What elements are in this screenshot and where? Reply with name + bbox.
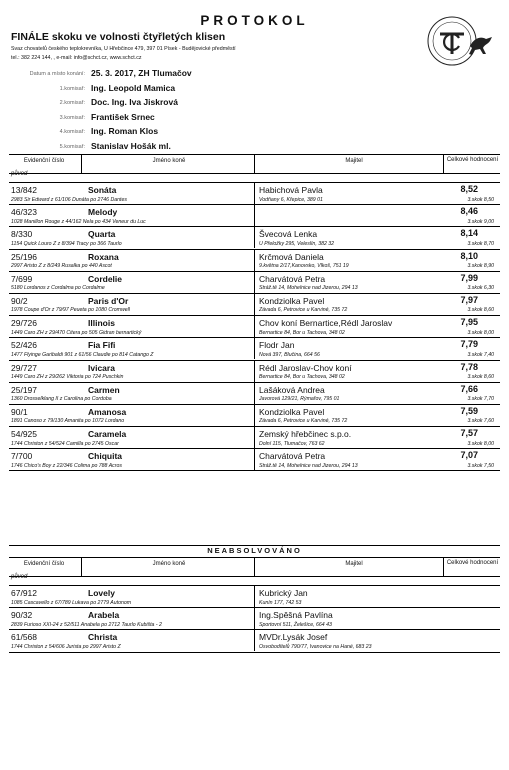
column-name: Jméno koně [152,158,186,164]
commission-label: 5.komisař: [59,143,85,150]
owner-name: Krčmová Daniela [259,251,324,262]
total-score: 7,79 [460,339,478,350]
event-subtitle: FINÁLE skoku ve volnosti čtyřletých klisen [11,31,226,43]
evidence-number: 8/330 [11,229,33,240]
owner-name: Charvátová Petra [259,273,326,284]
owner-address: Stráž.tě 14, Mohelnice nad Jizerou, 294 13 [259,462,358,469]
commission-row [0,83,509,97]
owner-name: Ing.Spěšná Pavlína [259,610,333,621]
evidence-number: 13/842 [11,185,37,195]
owner-name: Lašáková Andrea [259,384,325,395]
column-owner: Majitel [345,561,363,567]
total-score: 8,14 [460,228,478,239]
evidence-number: 90/2 [11,295,28,306]
results-table [9,154,500,471]
table-row [9,183,500,205]
evidence-number: 67/912 [11,588,37,598]
commission-row [0,126,509,140]
commission-row [0,141,509,155]
column-origin: původ [11,171,28,177]
commission-row [0,112,509,126]
commission-value: František Srnec [91,111,155,122]
commission-label: 3.komisař: [59,114,85,121]
table-row [9,405,500,427]
owner-address: Osvobodítelů 790/77, Ivanovice na Hané, 683 23 [259,643,372,650]
jump-score: 3.skok 8,50 [467,196,494,203]
horse-name: Christa [88,632,118,643]
table-row [9,449,500,471]
owner-address: Javorová 129/21, Rýmařov, 795 01 [259,396,340,403]
owner-name: Flodr Jan [259,340,295,351]
horse-name: Carmen [88,384,120,395]
evidence-number: 7/699 [11,273,33,284]
owner-name: MVDr.Lysák Josef [259,632,328,643]
column-evidence: Evidenční číslo [23,561,65,567]
commission-value: 25. 3. 2017, ZH Tlumačov [91,68,192,78]
column-name: Jméno koně [152,561,186,567]
owner-address: Nová 397, Blučina, 664 56 [259,351,320,358]
evidence-number: 52/426 [11,340,37,351]
pedigree: 1477 Flyinge Garibaldi 901 z 61/56 Claudie po 814 Catango Z [11,351,154,358]
owner-address: Dolní 115, Tlumačov, 763 62 [259,440,325,447]
table-row [9,630,500,652]
evidence-number: 25/197 [11,384,37,395]
total-score: 7,59 [460,405,478,416]
column-total: Celkové hodnocení [446,157,499,163]
evidence-number: 29/726 [11,318,37,329]
owner-address: U Přeložky 295, Veleslín, 382 32 [259,240,335,247]
owner-name: Habichová Pavla [259,185,323,195]
evidence-number: 7/700 [11,451,33,462]
jump-score: 3.skok 8,60 [467,307,494,314]
horse-name: Cordelie [88,273,123,284]
column-total: Celkové hodnocení [446,560,499,566]
table-row [9,586,500,608]
table-row [9,608,500,630]
owner-name: Kubrický Jan [259,588,308,598]
page-title: PROTOKOL [200,13,309,28]
commission-label: 4.komisař: [59,129,85,135]
pedigree: 1978 Coupe d'Or z 79/97 Peueta po 1080 Cromwell [11,307,130,314]
owner-address: Stráž.tě 14, Mohelnice nad Jizerou, 294 13 [259,285,358,292]
total-score: 7,97 [460,294,478,305]
evidence-number: 54/925 [11,429,37,440]
owner-name: Švecová Lenka [259,229,318,240]
owner-address: Bernartice 84, Bor u Tachova, 348 02 [259,329,345,336]
evidence-number: 25/196 [11,251,37,262]
total-score: 8,10 [460,250,478,261]
pedigree: 1744 Christon z 54/524 Camilla po 2745 Oscar [11,440,119,447]
table-row [9,383,500,405]
total-score: 7,99 [460,272,478,283]
horse-name: Fia Fifi [88,340,116,351]
jump-score: 3.skok 8,70 [467,240,494,247]
column-owner: Majitel [345,158,363,164]
total-score: 8,46 [460,206,478,217]
owner-name: Kondziolka Pavel [259,295,325,306]
owner-name: Rédl Jaroslav-Chov koní [259,362,352,373]
pedigree: 1085 Cascavello z 67/789 Lukava po 2779 Autonom [11,599,132,606]
horse-name: Caramela [88,429,127,440]
jump-score: 3.skok 7,70 [467,396,494,403]
horse-name: Melody [88,207,118,218]
section-heading-failed: NEABSOLVOVÁNO [9,545,500,558]
pedigree: 1449 Caro ZH z 29/470 Citera po 505 Gidran bernartický [11,329,142,336]
horse-name: Arabela [88,610,120,621]
table-row [9,294,500,316]
commission-label: 1.komisař: [59,85,85,92]
pedigree: 2983 Sir Edward z 61/106 Dunáta po 2746 Dantes [11,196,127,203]
horse-name: Sonáta [88,185,117,195]
owner-address: Bernartice 84, Bor u Tachova, 348 02 [259,374,345,380]
column-evidence: Evidenční číslo [23,158,65,164]
owner-address: Kunín 177, 742 53 [259,599,302,606]
commission-value: Stanislav Hošák ml. [91,140,171,151]
horse-name: Roxana [88,251,119,262]
total-score: 7,57 [460,428,478,439]
jump-score: 3.skok 9,00 [467,218,494,225]
jump-score: 3.skok 8,90 [467,263,494,270]
owner-address: Vodňany 6, Křepice, 389 01 [259,196,323,203]
table-row [9,361,500,383]
jump-score: 3.skok 8,60 [467,374,494,380]
jump-score: 3.skok 7,60 [467,418,494,425]
evidence-number: 90/32 [11,610,33,621]
horse-name: Ivicara [88,362,115,373]
failed-table-header [9,557,500,586]
logo-icon [426,8,496,74]
owner-address: Závada 6, Petrovice u Karviné, 735 72 [259,418,348,425]
owner-name: Kondziolka Pavel [259,406,325,417]
jump-score: 3.skok 8,00 [467,440,494,447]
evidence-number: 29/727 [11,362,37,373]
owner-name: Charvátová Petra [259,451,326,462]
pedigree: 1360 Drosselklang II z Carolina po Cordoba [11,396,112,403]
total-score: 7,78 [460,361,478,372]
commission-value: Doc. Ing. Iva Jiskrová [91,97,178,107]
horse-name: Illinois [88,318,115,329]
horse-name: Paris d'Or [88,295,129,306]
pedigree: 5180 Lordanos z Cordalma po Cordalme [11,285,105,292]
evidence-number: 61/568 [11,632,37,643]
jump-score: 3.skok 7,50 [467,462,494,469]
jump-score: 3.skok 8,00 [467,329,494,336]
table-row [9,227,500,249]
address-line: Svaz chovatelů českého teplokrevníka, U Hřebčince 479, 397 01 Písek - Budějovické předměstí [11,46,236,52]
horse-name: Quarta [88,229,116,240]
jump-score: 3.skok 6,30 [467,285,494,292]
pedigree: 1746 Chico's Boy z 22/346 Colima po 788 Acros [11,462,122,469]
pedigree: 1154 Quick Louro Z z 8/394 Tracy po 366 Taurlo [11,240,122,247]
table-row [9,427,500,449]
pedigree: 1449 Caro ZH z 29/262 Viktoria po 724 Puschkin [11,374,124,380]
table-row [9,250,500,272]
evidence-number: 90/1 [11,406,28,417]
total-score: 8,52 [460,184,478,194]
pedigree: 2997 Aristo Z z 8/249 Rusalka po 440 Ascot [11,263,112,270]
commission-label: Datum a místo konání: [29,71,85,77]
total-score: 7,07 [460,450,478,461]
commission-row [0,97,509,111]
owner-address: Závada 6, Petrovice u Karviné, 735 72 [259,307,348,314]
table-row [9,205,500,227]
table-row [9,316,500,338]
horse-name: Lovely [88,588,115,598]
commission-label: 2.komisař: [59,100,85,106]
horse-name: Amanosa [88,406,127,417]
total-score: 7,66 [460,383,478,394]
results-table-header [9,154,500,183]
pedigree: 1891 Canoso z 79/130 Amanita po 1072 Lordano [11,418,125,425]
horse-name: Chiquita [88,451,122,462]
jump-score: 3.skok 7,40 [467,351,494,358]
contact-line: tel.: 382 224 144, , e-mail: info@schct.cz, www.schct.cz [11,55,142,61]
table-row [9,272,500,294]
table-row [9,338,500,360]
pedigree: 1744 Christon z 54/606 Jurista po 2997 Aristo Z [11,643,121,650]
column-origin: původ [11,574,28,580]
commission-value: Ing. Roman Klos [91,126,159,136]
owner-name: Zemský hřebčinec s.p.o. [259,429,352,440]
owner-address: Sportovní 511, Želešice, 664 43 [259,621,332,628]
evidence-number: 46/323 [11,207,37,218]
commission-value: Ing. Leopold Mamica [91,82,176,93]
pedigree: 1028 Manillon Rouge z 44/162 Nela po 434 Veneur du Luc [11,218,146,225]
pedigree: 2839 Furioso XXI-24 z 52/511 Anabela po 2712 Taurlo Kubišta - 2 [11,621,162,628]
commission-row [0,68,509,82]
failed-table [9,557,500,653]
total-score: 7,95 [460,317,478,328]
owner-address: 9.května 2/17,Kanovsko, Vlkoš, 751 19 [259,263,349,270]
owner-name: Chov koní Bernartice,Rédl Jaroslav [259,318,393,329]
